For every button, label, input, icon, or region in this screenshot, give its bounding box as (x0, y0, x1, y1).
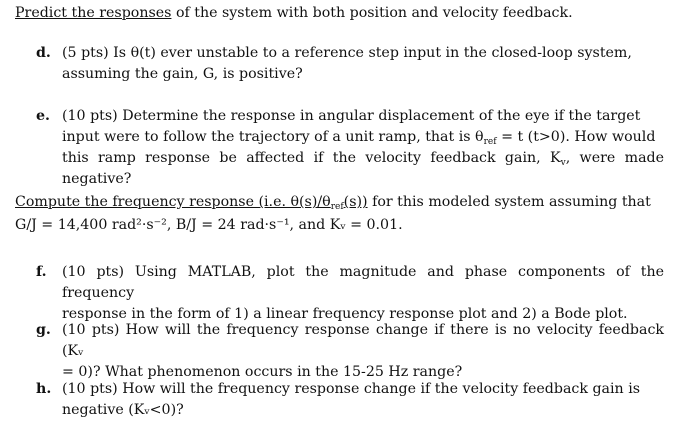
question-g (36, 320, 664, 383)
question-text-line: this ramp response be affected if the velocity feedback gain, $K_v$, were made negative? (62, 150, 664, 187)
question-label: d. (36, 45, 51, 61)
question-text-line: input were to follow the trajectory of a unit ramp, that is $\theta_{ref} = t$ (t>0). How would (62, 129, 656, 147)
question-label: f. (36, 264, 47, 280)
compute-paragraph (15, 192, 665, 236)
question-text-line: (10 pts) Determine the response in angular displacement of the eye if the target (62, 108, 641, 124)
question-text-line: (10 pts) Using MATLAB, plot the magnitude and phase components of the frequency (62, 264, 664, 301)
question-text-line: assuming the gain, G, is positive? (62, 66, 303, 82)
question-text-line: (10 pts) How will the frequency response change if there is no velocity feedback (Kᵥ (62, 322, 664, 359)
intro-rest: of the system with both position and velocity feedback. (171, 5, 573, 21)
compute-line-1: Compute the frequency response (i.e. $\theta(s)/\theta_{ref}(s)$) for this modeled system assuming that (15, 194, 651, 212)
question-label: h. (36, 381, 52, 397)
question-text-line: (10 pts) How will the frequency response change if the velocity feedback gain is (62, 381, 641, 397)
question-label: e. (36, 108, 50, 124)
question-d (36, 43, 664, 85)
question-e (36, 106, 664, 190)
question-f (36, 262, 664, 325)
intro-paragraph (15, 3, 665, 24)
question-label: g. (36, 322, 51, 338)
intro-underlined: Predict the responses (15, 5, 172, 21)
question-text-line: response in the form of 1) a linear frequency response plot and 2) a Bode plot. (62, 306, 628, 322)
question-text-line: negative (Kᵥ<0)? (62, 402, 184, 418)
question-text-line: (5 pts) Is θ(t) ever unstable to a reference step input in the closed-loop system, (62, 45, 632, 61)
question-text-line: = 0)? What phenomenon occurs in the 15-25 Hz range? (62, 364, 463, 380)
question-h (36, 379, 664, 421)
compute-line-2: G/J = 14,400 rad²·s⁻², B/J = 24 rad·s⁻¹, and Kᵥ = 0.01. (15, 217, 403, 233)
